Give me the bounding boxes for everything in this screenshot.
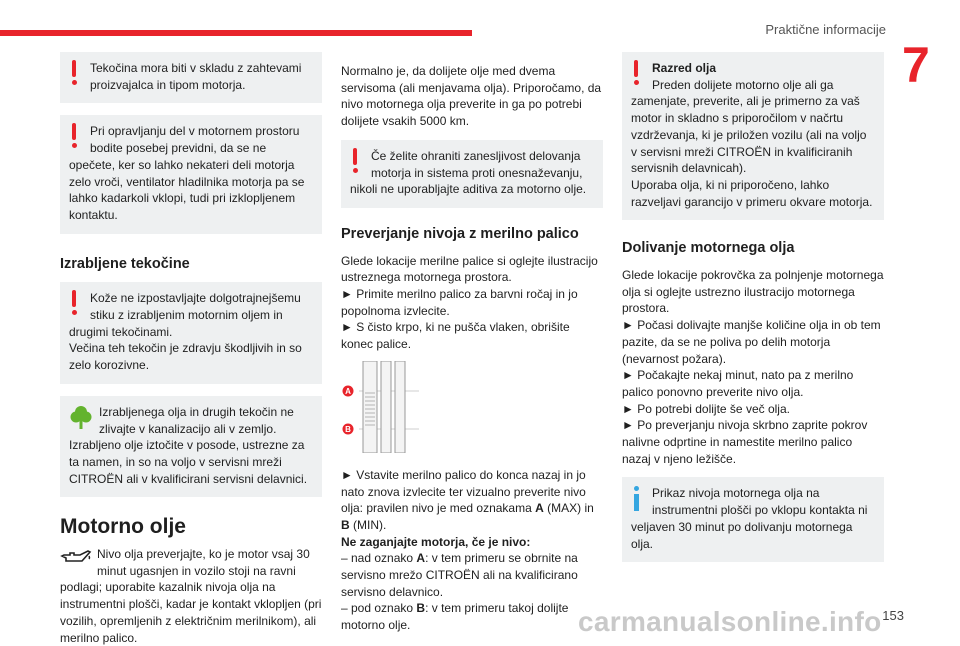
text: (MAX) in: [543, 501, 594, 516]
paragraph: ► Po potrebi dolijte še več olja.: [622, 401, 790, 416]
dipstick-drawing: [341, 361, 421, 453]
heading-engine-oil: Motorno olje: [60, 515, 186, 539]
warning-text: zamenjate, preverite, ali je primerno za vaš motor in skladno s priporočilom v načrtu vzdrževanja, ki je priložen vozilu (ali na voljo v servisni mreži CITROËN in kvalificiranih servisnih delavnicah).: [631, 94, 867, 176]
list-item: [341, 550, 603, 600]
page-number: 153: [882, 608, 904, 623]
warning-icon: [70, 60, 78, 85]
header-accent-bar: [0, 30, 472, 36]
warning-icon: [70, 290, 78, 315]
warning-icon: [70, 123, 78, 148]
watermark: carmanualsonline.info: [578, 606, 882, 637]
text: : v tem primeru takoj dolijte motorno olje.: [341, 601, 569, 633]
info-icon: [632, 486, 640, 511]
chapter-number: 7: [902, 37, 930, 93]
mark-b: B: [416, 601, 426, 616]
text: : v tem primeru se obrnite na servisno mrežo CITROËN ali na kvalificirano servisno delavnico.: [341, 551, 578, 599]
warning-box: [60, 115, 322, 233]
oil-paragraph: [60, 546, 322, 646]
warning-box: [622, 52, 884, 220]
warning-text: Tekočina mora biti v skladu z zahtevami proizvajalca in tipom motorja.: [90, 61, 302, 92]
oil-text: Nivo olja preverjajte, ko je motor vsaj 30 minut ugasnjen in vozilo stoji na ravni: [97, 547, 310, 578]
warning-title: Razred olja: [652, 61, 717, 75]
info-text: Prikaz nivoja motornega olja na instrumentni plošči po vklopu kontakta ni: [652, 486, 868, 518]
heading-topup: Dolivanje motornega olja: [622, 240, 795, 257]
paragraph: Glede lokacije pokrovčka za polnjenje motornega olja si oglejte ustrezno ilustracijo motornega prostora.: [622, 268, 884, 316]
warning-text: Uporaba olja, ki ni priporočeno, lahko razveljavi garancijo v primeru okvare motorja.: [631, 177, 873, 209]
column-1: [60, 52, 322, 646]
section-title: Praktične informacije: [765, 22, 886, 37]
list-item: [341, 600, 603, 633]
paragraph: Glede lokacije merilne palice si oglejte ilustracijo ustreznega motornega prostora.: [341, 253, 598, 285]
warning-text: Večina teh tekočin je zdravju škodljivih in so zelo korozivne.: [69, 341, 302, 373]
environment-text: Izrabljenega olja in drugih tekočin ne zlivajte v kanalizacijo ali v zemljo.: [99, 404, 294, 436]
mark-a: A: [416, 551, 426, 566]
paragraph: ► Počakajte nekaj minut, nato pa z merilno palico ponovno preverite nivo olja.: [622, 368, 854, 399]
heading-used-fluids: Izrabljene tekočine: [60, 255, 190, 272]
warning-text: opečete, ker so lahko nekateri deli motorja zelo vroči, ventilator hladilnika motorja pa se lahko kadarkoli vklopi, tudi pri izklopljenem kontaktu.: [69, 157, 305, 222]
paragraph: ► Primite merilno palico za barvni ročaj in jo popolnoma izvlecite.: [341, 287, 578, 318]
warning-box: [60, 52, 322, 103]
environment-box: [60, 396, 322, 498]
text: – pod oznako: [341, 601, 417, 616]
text: – nad oznako: [341, 551, 417, 566]
warning-text: Kože ne izpostavljajte dolgotrajnejšemu stiku z izrabljenim motornim oljem in: [90, 291, 301, 323]
mark-b: B: [341, 517, 350, 532]
warning-box: [341, 140, 603, 208]
heading-dipstick: Preverjanje nivoja z merilno palico: [341, 225, 579, 242]
info-text: veljaven 30 minut po dolivanju motornega olja.: [631, 519, 853, 551]
text: ► Vstavite merilno palico do konca nazaj in jo nato znova izvlecite ter vizualno preverite nivo olja: pravilen nivo je med oznakama: [341, 467, 586, 516]
text: (MIN).: [349, 517, 387, 532]
info-box: [622, 477, 884, 562]
environment-text: Izrabljeno olje iztočite v posode, ustrezne za ta namen, in so na voljo v servisni mreži CITROËN ali v kvalificirani servisni delavnici.: [69, 438, 308, 486]
dipstick-illustration: [341, 361, 603, 453]
paragraph: ► S čisto krpo, ki ne pušča vlaken, obrišite konec palice.: [341, 320, 570, 352]
warning-text: Pri opravljanju del v motornem prostoru bodite posebej previdni, da se ne: [90, 124, 300, 156]
paragraph: Normalno je, da dolijete olje med dvema servisoma (ali menjavama olja). Priporočamo, da nivo motornega olja preverite in ga po potrebi dolijete vsakih 5000 km.: [341, 64, 602, 129]
paragraph: ► Počasi dolivajte manjše količine olja in ob tem pazite, da se ne poliva po delih motorja (nevarnost požara).: [622, 318, 881, 366]
environment-tree-icon: [70, 405, 92, 429]
warning-icon: [632, 60, 640, 85]
warning-icon: [351, 148, 359, 173]
warning-text: Preden dolijete motorno olje ali ga: [652, 77, 834, 92]
column-3: [622, 52, 884, 574]
dipstick-label-a: A: [345, 386, 351, 396]
paragraph: [341, 467, 603, 534]
column-2: [341, 63, 603, 634]
oil-text: podlagi; uporabite kazalnik nivoja olja na instrumentni plošči, kadar je kontakt vklopljen (pri vozilih, opremljenih z električnim merilnikom), ali merilno palico.: [60, 580, 322, 645]
warning-text: Če želite ohraniti zanesljivost delovanja motorja in sistema proti onesnaževanju,: [371, 148, 583, 180]
mark-a: A: [535, 501, 544, 516]
oil-can-icon: [60, 547, 92, 565]
warning-text: drugimi tekočinami.: [69, 324, 173, 339]
bold-warning: Ne zaganjajte motorja, če je nivo:: [341, 534, 531, 549]
warning-box: [60, 282, 322, 384]
dipstick-label-b: B: [345, 424, 351, 434]
warning-text: nikoli ne uporabljajte aditiva za motorno olje.: [350, 182, 587, 197]
paragraph: ► Po preverjanju nivoja skrbno zaprite pokrov nalivne odprtine in namestite merilno palico nazaj v njeno ležišče.: [622, 418, 868, 466]
